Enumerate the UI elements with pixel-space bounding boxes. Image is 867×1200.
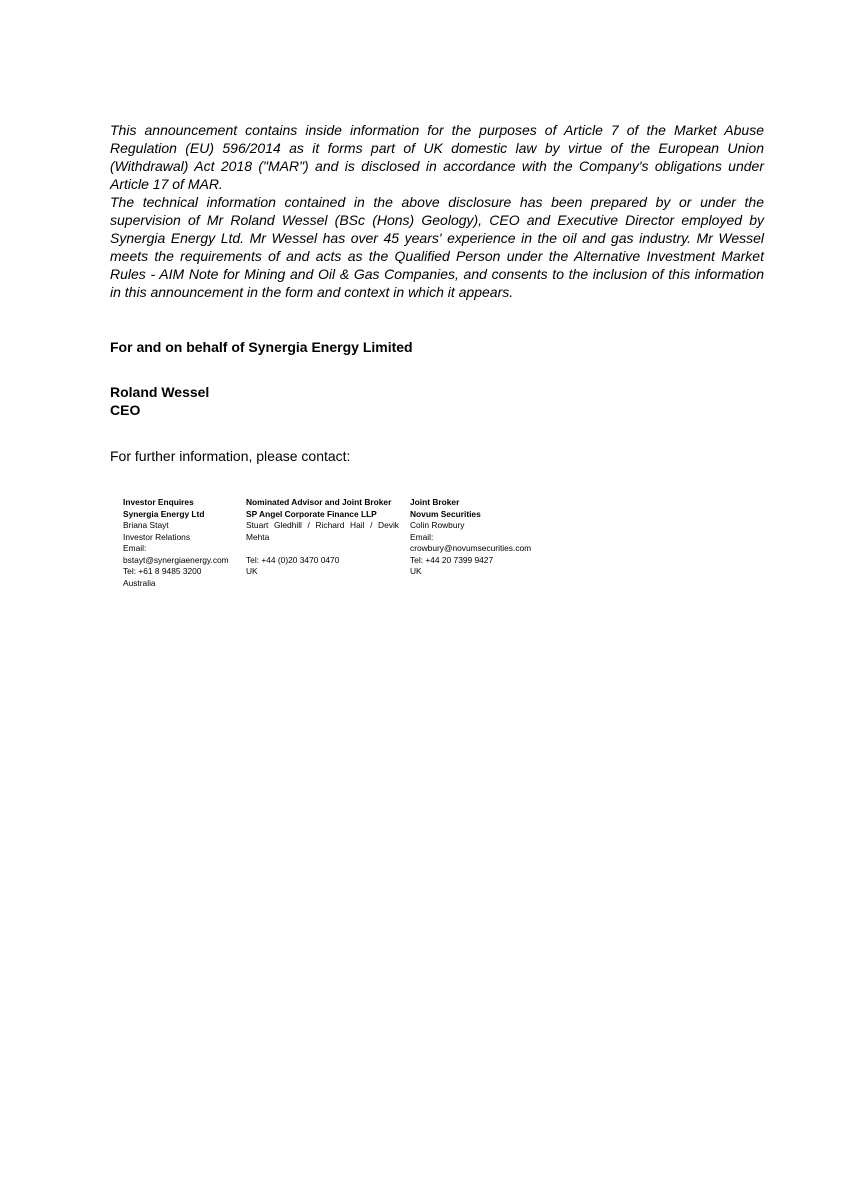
contact-intro: For further information, please contact: [110, 448, 351, 464]
investor-tel: Tel: +61 8 9485 3200 [123, 566, 202, 576]
investor-enquiries-column [123, 497, 238, 589]
investor-heading: Investor Enquires [123, 497, 194, 507]
investor-role: Investor Relations [123, 531, 191, 542]
investor-person: Briana Stayt [123, 520, 169, 530]
signatory-block [110, 383, 209, 419]
broker-company: Novum Securities [410, 508, 481, 519]
qualified-person-statement: The technical information contained in the above disclosure has been prepared by or under the supervision of Mr Roland Wessel (BSc (Hons) Geology), CEO and Executive Director employed by Synergia Energy Ltd. Mr Wessel has over 45 years' experience in the oil and gas industry. Mr Wessel meets the requirements of and acts as the Qualified Person under the Alternative Investment Market Rules - AIM Note for Mining and Oil & Gas Companies, and consents to the inclusion of this information in this announcement in the form and context in which it appears. [110, 194, 764, 300]
inside-information-disclaimer: This announcement contains inside information for the purposes of Article 7 of the Market Abuse Regulation (EU) 596/2014 as it forms part of UK domestic law by virtue of the European Union (Withdrawal) Act 2018 ("MAR") and is disclosed in accordance with the Company's obligations under Article 17 of MAR. [110, 122, 764, 192]
investor-country: Australia [123, 577, 156, 588]
nomad-persons: Stuart Gledhill / Richard Hail / Devik Mehta [246, 520, 399, 542]
signatory-title: CEO [110, 402, 141, 418]
nomad-spacer [246, 543, 399, 555]
signatory-name: Roland Wessel [110, 384, 210, 400]
nomad-heading: Nominated Advisor and Joint Broker [246, 497, 392, 507]
nomad-tel: Tel: +44 (0)20 3470 0470 [246, 554, 340, 565]
investor-company: Synergia Energy Ltd [123, 508, 205, 519]
nomad-company: SP Angel Corporate Finance LLP [246, 508, 377, 519]
nomad-country: UK [246, 566, 258, 576]
broker-tel: Tel: +44 20 7399 9427 [410, 554, 494, 565]
broker-email-label: Email: [410, 531, 434, 542]
broker-heading: Joint Broker [410, 497, 460, 507]
broker-person: Colin Rowbury [410, 520, 465, 530]
investor-email-link[interactable]: bstayt@synergiaenergy.com [123, 554, 229, 565]
on-behalf-line: For and on behalf of Synergia Energy Limited [110, 339, 413, 355]
broker-country: UK [410, 566, 422, 576]
investor-email-label: Email: [123, 543, 147, 553]
broker-email-link[interactable]: crowbury@novumsecurities.com [410, 543, 532, 553]
nominated-advisor-column [246, 497, 399, 578]
joint-broker-column [410, 497, 550, 578]
